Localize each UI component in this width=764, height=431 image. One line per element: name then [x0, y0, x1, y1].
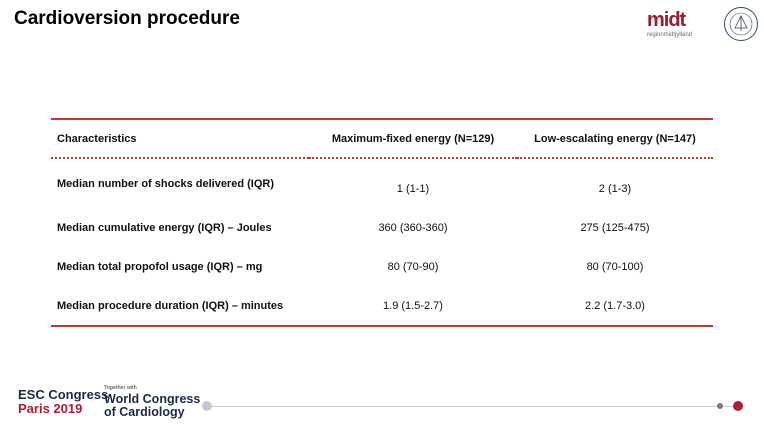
timeline-marker-dot-icon	[717, 403, 723, 409]
column-header-characteristics: Characteristics	[51, 119, 309, 158]
esc-location-label: Paris 2019	[18, 401, 83, 416]
row-label: Median procedure duration (IQR) – minutes	[57, 299, 284, 312]
row-label: Median total propofol usage (IQR) – mg	[57, 260, 263, 273]
esc-congress-logo	[18, 388, 108, 416]
low-escalating-value: 275 (125-475)	[580, 221, 650, 234]
world-congress-line1: World Congress	[104, 392, 201, 406]
low-escalating-value: 2 (1-3)	[598, 182, 632, 195]
results-table	[51, 118, 713, 327]
maximum-fixed-value: 360 (360-360)	[378, 221, 448, 234]
table-row	[51, 286, 713, 326]
table-header-row	[51, 119, 713, 158]
maximum-fixed-value: 1.9 (1.5-2.7)	[383, 299, 443, 312]
midt-logo	[647, 10, 709, 40]
slide-title: Cardioversion procedure	[14, 8, 240, 29]
row-label: Median number of shocks delivered (IQR)	[57, 177, 274, 190]
column-header-low-escalating: Low-escalating energy (N=147)	[517, 119, 713, 158]
row-label: Median cumulative energy (IQR) – Joules	[57, 221, 272, 234]
table-row	[51, 247, 713, 286]
column-header-maximum-fixed: Maximum-fixed energy (N=129)	[309, 119, 517, 158]
world-congress-logo	[104, 393, 200, 419]
table-row	[51, 158, 713, 208]
table-row	[51, 208, 713, 247]
maximum-fixed-value: 80 (70-90)	[387, 260, 439, 273]
midt-logo-sub: regionmidtjylland	[647, 32, 693, 38]
esc-congress-label: ESC Congress	[18, 387, 109, 402]
together-with-label: Together with	[104, 385, 137, 391]
timeline-start-dot-icon	[202, 401, 212, 411]
progress-line	[206, 406, 734, 407]
university-seal-icon	[723, 6, 759, 42]
low-escalating-value: 80 (70-100)	[586, 260, 644, 273]
midt-logo-word: midt	[647, 9, 686, 31]
timeline-end-dot-icon	[733, 401, 743, 411]
low-escalating-value: 2.2 (1.7-3.0)	[585, 299, 645, 312]
maximum-fixed-value: 1 (1-1)	[396, 182, 430, 195]
world-congress-line2: of Cardiology	[104, 405, 185, 419]
